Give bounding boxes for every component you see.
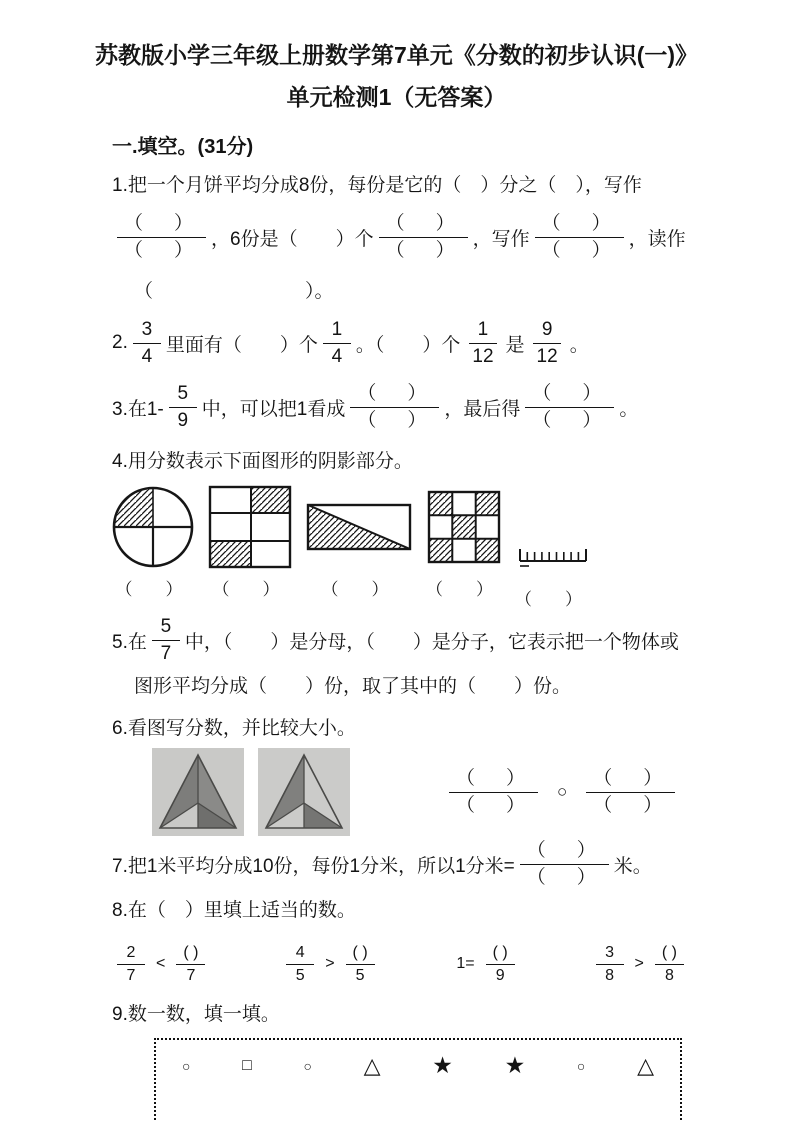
ruler-figure <box>518 543 588 571</box>
fraction-denominator: （ ） <box>357 409 433 431</box>
fraction-denominator: （ ） <box>385 239 461 261</box>
rect-diagonal-figure <box>306 503 412 551</box>
fraction-2-7 <box>117 943 145 986</box>
fraction-3-8 <box>596 943 624 986</box>
figure-caption: （ ） <box>212 580 288 599</box>
fraction-denominator: 5 <box>355 966 365 984</box>
fraction-3-4 <box>133 318 161 369</box>
fraction-denominator: 12 <box>472 345 494 367</box>
question-1-line3: （ ）。 <box>134 281 334 302</box>
fraction-numerator: （ ） <box>117 212 206 238</box>
compare-item <box>112 943 210 986</box>
circle-symbol: ○ <box>303 1057 312 1074</box>
fraction-numerator: 4 <box>286 943 314 965</box>
question-3 <box>112 379 689 435</box>
fraction-denominator: （ ） <box>124 239 200 261</box>
fraction-numerator: ( ) <box>346 943 375 965</box>
symbol-row <box>182 1052 654 1079</box>
fraction-numerator: 5 <box>169 382 197 408</box>
blank-fraction <box>379 212 468 263</box>
figure-column <box>515 483 590 610</box>
question-2-text4: 。 <box>569 334 589 356</box>
figure-caption: （ ） <box>515 590 590 609</box>
blank-fraction <box>525 382 614 433</box>
fraction-1-12 <box>465 318 500 369</box>
fraction-numerator: 1 <box>323 318 351 344</box>
fraction-4-5 <box>286 943 314 986</box>
page-title-line1: 苏教版小学三年级上册数学第7单元《分数的初步认识(一)》 <box>94 42 699 68</box>
compare-operator: > <box>325 955 335 972</box>
triangle-symbol: △ <box>363 1052 381 1078</box>
question-5-text1: 中，（ ）是分母，（ ）是分子，它表示把一个物体或 <box>184 631 679 653</box>
fraction-5-7 <box>152 615 180 666</box>
question-5-line2: 图形平均分成（ ）份，取了其中的（ ）份。 <box>134 676 572 697</box>
question-5-text0: 5.在 <box>112 631 147 653</box>
figure-column <box>306 483 412 600</box>
fraction-denominator: 9 <box>177 409 189 431</box>
fraction-denominator: 7 <box>126 966 136 984</box>
fraction-denominator: （ ） <box>541 239 617 261</box>
question-3-text2: ，最后得 <box>444 398 521 420</box>
fraction-denominator: 12 <box>536 345 558 367</box>
blank-over-5-fraction <box>346 943 375 986</box>
fraction-numerator: （ ） <box>350 382 439 408</box>
circle-symbol: ○ <box>576 1057 586 1074</box>
star-symbol: ★ <box>432 1052 453 1078</box>
figure-column <box>426 483 501 600</box>
count-shapes-box <box>154 1038 682 1122</box>
square-symbol: □ <box>242 1056 252 1074</box>
fraction-denominator: （ ） <box>593 794 669 816</box>
star-symbol: ★ <box>504 1052 526 1078</box>
blank-fraction <box>117 212 206 263</box>
question-4-figures <box>112 483 689 610</box>
question-7 <box>112 836 689 892</box>
worksheet-content <box>112 130 689 1122</box>
question-2-text2: 。（ ）个 <box>355 334 461 356</box>
fraction-numerator: 5 <box>152 615 180 641</box>
figure-box <box>208 483 292 571</box>
triangle-symbol: △ <box>637 1052 654 1078</box>
grid-2x3-figure <box>208 485 292 569</box>
question-1-line2 <box>112 209 689 265</box>
page-title-line2: 单元检测1（无答案） <box>286 84 507 110</box>
compare-circle: ○ <box>557 782 568 801</box>
question-1-line1: 1.把一个月饼平均分成8份，每份是它的（ ）分之（ ），写作 <box>112 175 642 196</box>
figure-box <box>518 483 588 581</box>
question-1-text-mid3: ，读作 <box>628 228 686 250</box>
fraction-numerator: （ ） <box>535 212 624 238</box>
question-2-number: 2. <box>112 332 128 353</box>
question-5-line1 <box>112 612 689 668</box>
fraction-denominator: 7 <box>160 642 172 664</box>
fraction-numerator: （ ） <box>449 767 538 793</box>
question-1-text-mid2: ，写作 <box>472 228 530 250</box>
fraction-denominator: 5 <box>295 966 305 984</box>
fraction-9-12 <box>530 318 565 369</box>
circle-symbol: ○ <box>182 1057 191 1074</box>
figure-column <box>112 483 194 600</box>
compare-item <box>281 943 379 986</box>
figure-column <box>208 483 292 600</box>
section-heading: 一.填空。(31分) <box>112 136 254 158</box>
fraction-numerator: （ ） <box>586 767 675 793</box>
question-2 <box>112 315 689 371</box>
question-6-text: 6.看图写分数，并比较大小。 <box>112 718 356 739</box>
question-2-text3: 是 <box>505 334 525 356</box>
fraction-numerator: 1 <box>469 318 497 344</box>
fraction-denominator: 4 <box>331 345 343 367</box>
compare-item <box>591 943 689 986</box>
grid-3x3-figure <box>427 490 501 564</box>
blank-over-7-fraction <box>176 943 205 986</box>
figure-caption: （ ） <box>115 580 191 599</box>
fraction-denominator: （ ） <box>456 794 532 816</box>
triangle-photo-1 <box>152 748 244 836</box>
blank-fraction <box>449 767 538 818</box>
compare-operator: < <box>156 955 166 972</box>
fraction-numerator: （ ） <box>520 839 609 865</box>
figure-box <box>306 483 412 571</box>
question-1-text-mid1: ，6份是（ ）个 <box>211 228 374 250</box>
equals-one-label: 1= <box>456 955 475 972</box>
blank-over-9-fraction <box>486 943 515 986</box>
figure-caption: （ ） <box>321 580 397 599</box>
question-8-row <box>112 934 689 994</box>
fraction-1-4 <box>323 318 351 369</box>
circle-quarters-figure <box>112 484 194 570</box>
blank-fraction <box>586 767 675 818</box>
fraction-denominator: 4 <box>141 345 153 367</box>
figure-caption: （ ） <box>426 580 501 599</box>
figure-box <box>427 483 501 571</box>
question-6-figures <box>112 748 689 836</box>
fraction-numerator: 3 <box>596 943 624 965</box>
compare-operator: > <box>634 955 644 972</box>
blank-fraction <box>520 839 609 890</box>
question-7-text0: 7.把1米平均分成10份，每份1分米，所以1分米= <box>112 855 515 877</box>
question-8-text: 8.在（ ）里填上适当的数。 <box>112 900 356 921</box>
blank-fraction <box>350 382 439 433</box>
fraction-5-9 <box>169 382 197 433</box>
fraction-numerator: （ ） <box>379 212 468 238</box>
fraction-denominator: （ ） <box>532 409 608 431</box>
question-3-text1: 中，可以把1看成 <box>201 398 346 420</box>
triangle-photo-2 <box>258 748 350 836</box>
question-9-text: 9.数一数，填一填。 <box>112 1004 280 1025</box>
blank-over-8-fraction <box>655 943 684 986</box>
question-2-text1: 里面有（ ）个 <box>165 334 318 356</box>
compare-item <box>450 943 519 986</box>
fraction-numerator: 9 <box>533 318 561 344</box>
fraction-numerator: （ ） <box>525 382 614 408</box>
fraction-numerator: 2 <box>117 943 145 965</box>
fraction-denominator: 8 <box>664 966 674 984</box>
blank-fraction <box>535 212 624 263</box>
fraction-denominator: 9 <box>495 966 505 984</box>
fraction-denominator: 8 <box>605 966 614 984</box>
question-7-text1: 米。 <box>613 855 652 877</box>
fraction-numerator: ( ) <box>176 943 205 965</box>
question-3-text3: 。 <box>619 398 639 420</box>
fraction-denominator: （ ） <box>526 866 602 888</box>
fraction-denominator: 7 <box>186 966 196 984</box>
question-4-text: 4.用分数表示下面图形的阴影部分。 <box>112 451 413 472</box>
question-6-compare <box>444 767 680 818</box>
question-3-text0: 3.在1- <box>112 398 164 420</box>
fraction-numerator: 3 <box>133 318 161 344</box>
fraction-numerator: ( ) <box>655 943 684 965</box>
fraction-numerator: ( ) <box>486 943 515 965</box>
figure-box <box>112 483 194 571</box>
